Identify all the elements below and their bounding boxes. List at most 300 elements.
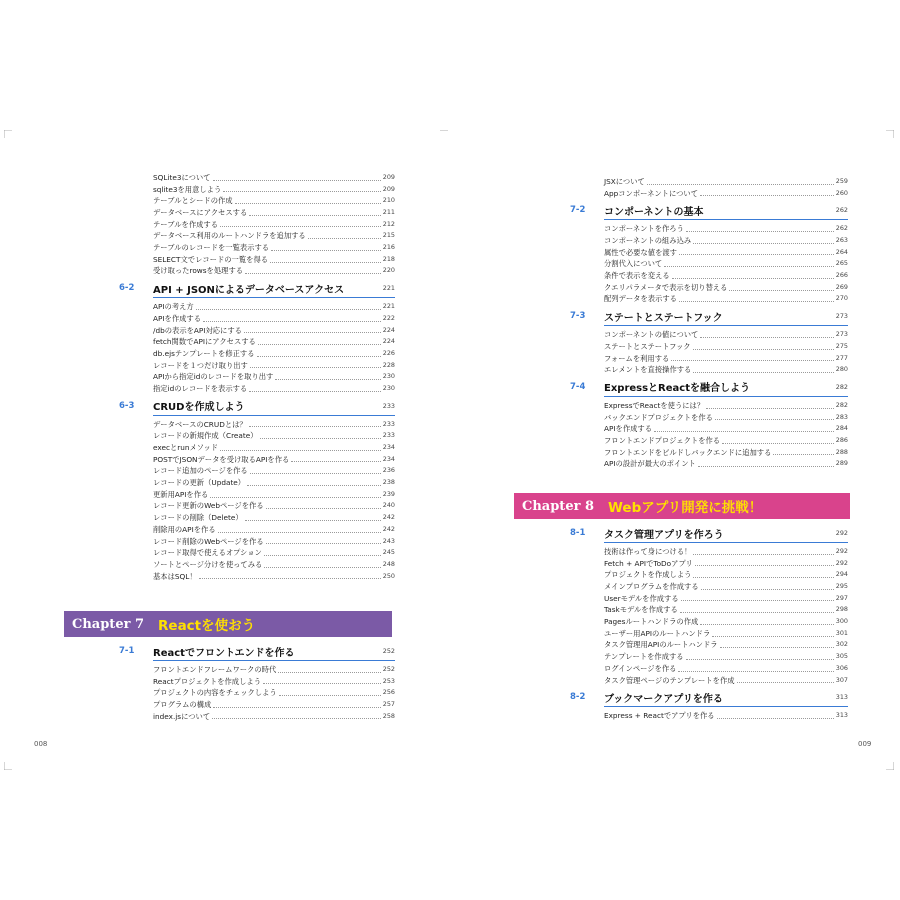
toc-entry bbox=[604, 569, 848, 581]
toc-entry-title: ExpressでReactを使うには？ bbox=[604, 400, 705, 410]
toc-entry-page: 240 bbox=[382, 501, 395, 510]
toc-entry bbox=[153, 536, 395, 548]
toc-entry-title: 削除用のAPIを作る bbox=[153, 524, 216, 534]
leader-dots bbox=[278, 672, 381, 673]
toc-entry-title: Pagesルートハンドラの作成 bbox=[604, 617, 699, 627]
toc-entry-title: 分割代入について bbox=[604, 259, 663, 269]
toc-entry-title: コンポーネントの値について bbox=[604, 330, 699, 340]
leader-dots bbox=[681, 600, 834, 601]
toc-entry-page: 224 bbox=[382, 325, 395, 334]
toc-entry bbox=[604, 640, 848, 652]
chapter-label: Chapter 7 bbox=[72, 616, 145, 632]
crop-mark bbox=[4, 130, 12, 138]
toc-entry-title: タスク管理用APIのルートハンドラ bbox=[604, 640, 718, 650]
leader-dots bbox=[218, 532, 381, 533]
toc-entry-page: 305 bbox=[835, 652, 848, 661]
leader-dots bbox=[247, 485, 381, 486]
leader-dots bbox=[213, 707, 380, 708]
toc-entry-page: 263 bbox=[835, 236, 848, 245]
toc-entry-title: クエリパラメータで表示を切り替える bbox=[604, 282, 728, 292]
toc-entry-page: 280 bbox=[835, 365, 848, 374]
toc-entry-page: 218 bbox=[382, 254, 395, 263]
toc-entry-page: 259 bbox=[835, 176, 848, 185]
toc-entry-page: 242 bbox=[382, 513, 395, 522]
crop-mark bbox=[4, 762, 12, 770]
toc-entry-page: 210 bbox=[382, 196, 395, 205]
toc-entry bbox=[604, 675, 848, 687]
section-heading bbox=[119, 397, 395, 416]
toc-entry bbox=[153, 195, 395, 207]
section-title: タスク管理アプリを作ろう bbox=[604, 529, 724, 541]
toc-entry-title: 基本はSQL！ bbox=[153, 571, 197, 581]
toc-entry bbox=[153, 336, 395, 348]
toc-entry bbox=[153, 571, 395, 583]
leader-dots bbox=[722, 443, 834, 444]
leader-dots bbox=[263, 683, 381, 684]
leader-dots bbox=[700, 195, 834, 196]
toc-entry-title: index.jsについて bbox=[153, 711, 211, 721]
toc-entry-page: 297 bbox=[835, 593, 848, 602]
toc-entry-title: テーブルのレコードを一覧表示する bbox=[153, 243, 270, 253]
page-number: 008 bbox=[34, 740, 48, 748]
toc-entry-title: レコード更新のWebページを作る bbox=[153, 501, 264, 511]
toc-entry bbox=[604, 282, 848, 294]
toc-entry-page: 216 bbox=[382, 243, 395, 252]
toc-entry bbox=[604, 604, 848, 616]
toc-entry-page: 269 bbox=[835, 282, 848, 291]
toc-entry-page: 233 bbox=[382, 431, 395, 440]
section-page: 233 bbox=[382, 401, 395, 410]
toc-entry-title: レコード削除のWebページを作る bbox=[153, 536, 264, 546]
toc-entry-title: テーブルとシードの作成 bbox=[153, 196, 233, 206]
toc-entry-page: 283 bbox=[835, 412, 848, 421]
toc-entry-title: 指定idのレコードを表示する bbox=[153, 383, 248, 393]
toc-entry-title: フォームを利用する bbox=[604, 353, 670, 363]
toc-entry-page: 243 bbox=[382, 536, 395, 545]
toc-entry bbox=[604, 364, 848, 376]
toc-entry-title: フロントエンドフレームワークの時代 bbox=[153, 664, 277, 674]
toc-entry bbox=[153, 676, 395, 688]
toc-entry-page: 248 bbox=[382, 559, 395, 568]
toc-entry bbox=[604, 435, 848, 447]
toc-entry bbox=[153, 489, 395, 501]
toc-entry bbox=[153, 348, 395, 360]
toc-entry bbox=[604, 294, 848, 306]
section-number: 7-4 bbox=[570, 381, 586, 392]
leader-dots bbox=[720, 647, 834, 648]
leader-dots bbox=[695, 565, 834, 566]
toc-entry bbox=[604, 558, 848, 570]
toc-entry bbox=[153, 383, 395, 395]
leader-dots bbox=[245, 273, 381, 274]
toc-entry bbox=[153, 477, 395, 489]
toc-entry-title: フロントエンドをビルドしバックエンドに追加する bbox=[604, 447, 772, 457]
toc-entry-title: APIを作成する bbox=[604, 424, 653, 434]
leader-dots bbox=[717, 718, 834, 719]
section-page: 313 bbox=[835, 693, 848, 702]
leader-dots bbox=[275, 379, 380, 380]
toc-column-left-top bbox=[119, 172, 395, 582]
toc-entry-page: 289 bbox=[835, 459, 848, 468]
toc-entry bbox=[604, 400, 848, 412]
toc-entry bbox=[604, 247, 848, 259]
toc-entry-title: レコードの新規作成（Create） bbox=[153, 431, 258, 441]
toc-entry bbox=[604, 546, 848, 558]
toc-entry bbox=[604, 188, 848, 200]
section-page: 262 bbox=[835, 206, 848, 215]
toc-entry-title: db.ejsテンプレートを修正する bbox=[153, 348, 255, 358]
leader-dots bbox=[257, 356, 381, 357]
toc-entry-page: 301 bbox=[835, 628, 848, 637]
toc-entry bbox=[604, 616, 848, 628]
leader-dots bbox=[196, 309, 381, 310]
section-number: 6-2 bbox=[119, 283, 135, 294]
toc-entry-page: 233 bbox=[382, 419, 395, 428]
toc-entry bbox=[153, 454, 395, 466]
toc-entry bbox=[153, 465, 395, 477]
toc-entry bbox=[153, 524, 395, 536]
toc-entry-page: 221 bbox=[382, 302, 395, 311]
toc-entry-page: 260 bbox=[835, 188, 848, 197]
toc-entry bbox=[153, 184, 395, 196]
toc-entry-title: タスク管理ページのテンプレートを作成 bbox=[604, 675, 735, 685]
toc-entry-title: APIを作成する bbox=[153, 313, 202, 323]
toc-entry-title: コンポーネントの組み込み bbox=[604, 236, 692, 246]
toc-entry bbox=[153, 711, 395, 723]
leader-dots bbox=[210, 497, 380, 498]
section-heading bbox=[119, 279, 395, 298]
toc-entry-page: 292 bbox=[835, 558, 848, 567]
toc-entry-page: 257 bbox=[382, 700, 395, 709]
chapter-title: Webアプリ開発に挑戦！ bbox=[608, 500, 763, 516]
toc-entry bbox=[604, 235, 848, 247]
section-number: 7-2 bbox=[570, 205, 586, 216]
toc-entry-page: 264 bbox=[835, 247, 848, 256]
toc-entry bbox=[604, 663, 848, 675]
leader-dots bbox=[680, 612, 834, 613]
toc-entry bbox=[604, 353, 848, 365]
leader-dots bbox=[271, 250, 381, 251]
toc-entry bbox=[604, 270, 848, 282]
toc-entry-page: 224 bbox=[382, 337, 395, 346]
leader-dots bbox=[693, 372, 833, 373]
leader-dots bbox=[698, 466, 834, 467]
leader-dots bbox=[686, 659, 834, 660]
leader-dots bbox=[737, 682, 834, 683]
toc-entry-title: POSTでJSONデータを受け取るAPIを作る bbox=[153, 454, 290, 464]
toc-entry-title: エレメントを直接操作する bbox=[604, 365, 692, 375]
toc-entry bbox=[153, 501, 395, 513]
toc-entry-page: 270 bbox=[835, 294, 848, 303]
toc-entry-page: 252 bbox=[382, 664, 395, 673]
toc-entry-page: 209 bbox=[382, 184, 395, 193]
leader-dots bbox=[223, 191, 381, 192]
toc-entry-title: 属性で必要な値を渡す bbox=[604, 247, 677, 257]
toc-entry bbox=[153, 254, 395, 266]
toc-entry bbox=[604, 710, 848, 722]
crop-mark bbox=[886, 130, 894, 138]
toc-entry-page: 313 bbox=[835, 711, 848, 720]
section-title: Reactでフロントエンドを作る bbox=[153, 647, 295, 659]
toc-entry-title: テンプレートを作成する bbox=[604, 652, 684, 662]
toc-entry-page: 253 bbox=[382, 676, 395, 685]
toc-entry-title: レコード取得で使えるオプション bbox=[153, 548, 262, 558]
toc-entry-title: execとrunメソッド bbox=[153, 443, 219, 453]
leader-dots bbox=[213, 180, 381, 181]
toc-entry bbox=[153, 419, 395, 431]
leader-dots bbox=[244, 332, 381, 333]
leader-dots bbox=[220, 450, 381, 451]
toc-column-right-bottom bbox=[570, 522, 848, 722]
toc-entry-page: 236 bbox=[382, 466, 395, 475]
toc-entry-page: 239 bbox=[382, 489, 395, 498]
toc-entry-title: Appコンポーネントについて bbox=[604, 188, 699, 198]
toc-entry-title: Taskモデルを作成する bbox=[604, 605, 678, 615]
chapter-label: Chapter 8 bbox=[522, 498, 595, 514]
toc-entry-page: 209 bbox=[382, 172, 395, 181]
leader-dots bbox=[258, 344, 381, 345]
section-number: 8-1 bbox=[570, 528, 586, 538]
toc-entry-title: レコードの更新（Update） bbox=[153, 478, 246, 488]
leader-dots bbox=[700, 337, 833, 338]
toc-entry bbox=[153, 371, 395, 383]
toc-entry-title: 条件で表示を変える bbox=[604, 271, 670, 281]
toc-entry bbox=[153, 230, 395, 242]
leader-dots bbox=[220, 226, 381, 227]
chapter-8-banner bbox=[514, 493, 850, 519]
toc-entry-title: レコード追加のページを作る bbox=[153, 466, 248, 476]
section-page: 282 bbox=[835, 382, 848, 391]
leader-dots bbox=[712, 636, 834, 637]
toc-entry bbox=[153, 442, 395, 454]
toc-entry bbox=[604, 223, 848, 235]
leader-dots bbox=[672, 278, 834, 279]
toc-entry bbox=[153, 360, 395, 372]
toc-entry bbox=[604, 447, 848, 459]
chapter-7-banner bbox=[64, 611, 392, 637]
section-title: ExpressとReactを融合しよう bbox=[604, 383, 750, 395]
toc-entry-title: メインプログラムを作成する bbox=[604, 582, 699, 592]
toc-entry-title: Fetch + APIでToDoアプリ bbox=[604, 558, 693, 568]
leader-dots bbox=[249, 391, 381, 392]
leader-dots bbox=[235, 203, 381, 204]
toc-entry-title: ソートとページ分けを使ってみる bbox=[153, 559, 263, 569]
leader-dots bbox=[264, 567, 380, 568]
toc-entry-title: Express + Reactでアプリを作る bbox=[604, 711, 715, 721]
toc-entry-title: JSXについて bbox=[604, 176, 645, 186]
toc-entry-title: レコードを１つだけ取り出す bbox=[153, 360, 248, 370]
section-number: 8-2 bbox=[570, 692, 586, 703]
toc-entry-title: レコードの削除（Delete） bbox=[153, 513, 243, 523]
leader-dots bbox=[729, 290, 833, 291]
toc-column-left-bottom bbox=[119, 640, 395, 722]
toc-entry bbox=[604, 341, 848, 353]
leader-dots bbox=[701, 589, 834, 590]
toc-entry-title: ログインページを作る bbox=[604, 663, 677, 673]
toc-entry-page: 230 bbox=[382, 383, 395, 392]
leader-dots bbox=[279, 695, 381, 696]
toc-entry-page: 307 bbox=[835, 675, 848, 684]
toc-entry bbox=[153, 219, 395, 231]
leader-dots bbox=[671, 360, 833, 361]
toc-entry-title: ステートとステートフック bbox=[604, 341, 691, 351]
leader-dots bbox=[270, 262, 381, 263]
toc-entry-page: 302 bbox=[835, 640, 848, 649]
leader-dots bbox=[693, 243, 834, 244]
toc-entry-title: バックエンドプロジェクトを作る bbox=[604, 412, 713, 422]
toc-entry-page: 298 bbox=[835, 605, 848, 614]
toc-entry bbox=[153, 172, 395, 184]
leader-dots bbox=[678, 671, 833, 672]
leader-dots bbox=[308, 238, 381, 239]
section-title: ステートとステートフック bbox=[604, 312, 723, 324]
toc-entry-title: テーブルを作成する bbox=[153, 219, 219, 229]
section-heading bbox=[570, 524, 848, 543]
toc-entry-title: コンポーネントを作ろう bbox=[604, 224, 684, 234]
toc-entry bbox=[153, 664, 395, 676]
leader-dots bbox=[245, 520, 381, 521]
toc-entry-page: 226 bbox=[382, 348, 395, 357]
toc-entry-title: /dbの表示をAPI対応にする bbox=[153, 325, 242, 335]
leader-dots bbox=[706, 408, 834, 409]
leader-dots bbox=[212, 718, 381, 719]
toc-entry-page: 256 bbox=[382, 688, 395, 697]
toc-entry-page: 294 bbox=[835, 570, 848, 579]
toc-entry-page: 265 bbox=[835, 259, 848, 268]
toc-entry-title: ユーザー用APIのルートハンドラ bbox=[604, 628, 711, 638]
leader-dots bbox=[647, 184, 834, 185]
toc-entry bbox=[604, 458, 848, 470]
toc-entry-title: fetch関数でAPIにアクセスする bbox=[153, 337, 256, 347]
toc-entry-title: 技術は作って身につける！ bbox=[604, 546, 692, 556]
toc-entry bbox=[604, 176, 848, 188]
toc-entry-title: APIから指定idのレコードを取り出す bbox=[153, 372, 274, 382]
toc-entry-page: 306 bbox=[835, 663, 848, 672]
toc-entry-page: 238 bbox=[382, 478, 395, 487]
leader-dots bbox=[266, 508, 381, 509]
toc-entry bbox=[153, 559, 395, 571]
section-heading bbox=[570, 201, 848, 220]
toc-entry bbox=[153, 430, 395, 442]
toc-entry bbox=[604, 593, 848, 605]
leader-dots bbox=[203, 321, 381, 322]
toc-entry-page: 242 bbox=[382, 524, 395, 533]
section-page: 292 bbox=[835, 529, 848, 537]
toc-entry bbox=[153, 699, 395, 711]
leader-dots bbox=[249, 426, 381, 427]
leader-dots bbox=[715, 419, 834, 420]
leader-dots bbox=[264, 555, 381, 556]
toc-entry bbox=[604, 581, 848, 593]
right-page bbox=[450, 0, 900, 900]
toc-entry bbox=[604, 258, 848, 270]
section-page: 273 bbox=[835, 312, 848, 321]
toc-entry-page: 266 bbox=[835, 271, 848, 280]
leader-dots bbox=[250, 473, 381, 474]
crop-mark bbox=[886, 762, 894, 770]
toc-entry-page: 220 bbox=[382, 266, 395, 275]
toc-entry-page: 230 bbox=[382, 372, 395, 381]
toc-entry bbox=[153, 266, 395, 278]
section-heading bbox=[570, 307, 848, 326]
toc-entry bbox=[153, 547, 395, 559]
toc-entry-title: SQLite3について bbox=[153, 172, 211, 182]
toc-entry bbox=[153, 325, 395, 337]
toc-entry-title: Reactプロジェクトを作成しよう bbox=[153, 676, 261, 686]
toc-entry-title: APIの設計が最大のポイント bbox=[604, 459, 696, 469]
toc-entry bbox=[153, 687, 395, 699]
toc-entry-title: データベースのCRUDとは？ bbox=[153, 419, 247, 429]
section-title: コンポーネントの基本 bbox=[604, 206, 704, 218]
section-title: ブックマークアプリを作る bbox=[604, 693, 723, 705]
leader-dots bbox=[679, 301, 834, 302]
page-number: 009 bbox=[858, 740, 872, 748]
toc-entry-page: 284 bbox=[835, 424, 848, 433]
toc-entry-page: 250 bbox=[382, 571, 395, 580]
toc-entry bbox=[604, 423, 848, 435]
toc-entry-title: データベース利用のルートハンドラを追加する bbox=[153, 231, 306, 241]
toc-entry bbox=[153, 242, 395, 254]
section-title: CRUDを作成しよう bbox=[153, 402, 245, 414]
toc-entry-title: sqlite3を用意しよう bbox=[153, 184, 222, 194]
toc-entry-title: プログラムの構成 bbox=[153, 700, 212, 710]
toc-entry-page: 211 bbox=[382, 208, 395, 217]
leader-dots bbox=[693, 554, 833, 555]
toc-entry bbox=[604, 651, 848, 663]
section-heading bbox=[570, 378, 848, 397]
toc-entry bbox=[604, 412, 848, 424]
toc-entry bbox=[153, 313, 395, 325]
toc-entry-page: 258 bbox=[382, 711, 395, 720]
section-page: 252 bbox=[382, 647, 395, 655]
section-page: 221 bbox=[382, 284, 395, 293]
leader-dots bbox=[693, 577, 833, 578]
toc-entry-title: 更新用APIを作る bbox=[153, 489, 209, 499]
leader-dots bbox=[250, 367, 381, 368]
toc-entry-title: フロントエンドプロジェクトを作る bbox=[604, 435, 721, 445]
leader-dots bbox=[654, 431, 834, 432]
section-number: 6-3 bbox=[119, 400, 135, 411]
toc-entry-page: 262 bbox=[835, 224, 848, 233]
chapter-title: Reactを使おう bbox=[158, 618, 256, 634]
leader-dots bbox=[199, 578, 381, 579]
leader-dots bbox=[693, 349, 834, 350]
toc-entry-page: 222 bbox=[382, 313, 395, 322]
toc-entry-title: 配列データを表示する bbox=[604, 294, 677, 304]
toc-entry-page: 245 bbox=[382, 548, 395, 557]
toc-entry-page: 295 bbox=[835, 582, 848, 591]
leader-dots bbox=[679, 254, 834, 255]
section-heading bbox=[570, 688, 848, 707]
leader-dots bbox=[291, 461, 380, 462]
toc-entry-title: SELECT文でレコードの一覧を得る bbox=[153, 254, 269, 264]
leader-dots bbox=[664, 266, 834, 267]
section-number: 7-3 bbox=[570, 311, 586, 322]
toc-entry-title: APIの考え方 bbox=[153, 302, 194, 312]
toc-entry-title: プロジェクトの内容をチェックしよう bbox=[153, 688, 277, 698]
toc-entry-title: プロジェクトを作成しよう bbox=[604, 570, 692, 580]
toc-entry-page: 292 bbox=[835, 546, 848, 555]
toc-entry-page: 234 bbox=[382, 454, 395, 463]
leader-dots bbox=[686, 231, 834, 232]
toc-entry-page: 282 bbox=[835, 400, 848, 409]
leader-dots bbox=[700, 624, 834, 625]
toc-entry bbox=[153, 207, 395, 219]
leader-dots bbox=[249, 215, 381, 216]
toc-entry-page: 277 bbox=[835, 353, 848, 362]
section-title: API + JSONによるデータベースアクセス bbox=[153, 284, 345, 296]
crop-mark bbox=[440, 130, 448, 138]
